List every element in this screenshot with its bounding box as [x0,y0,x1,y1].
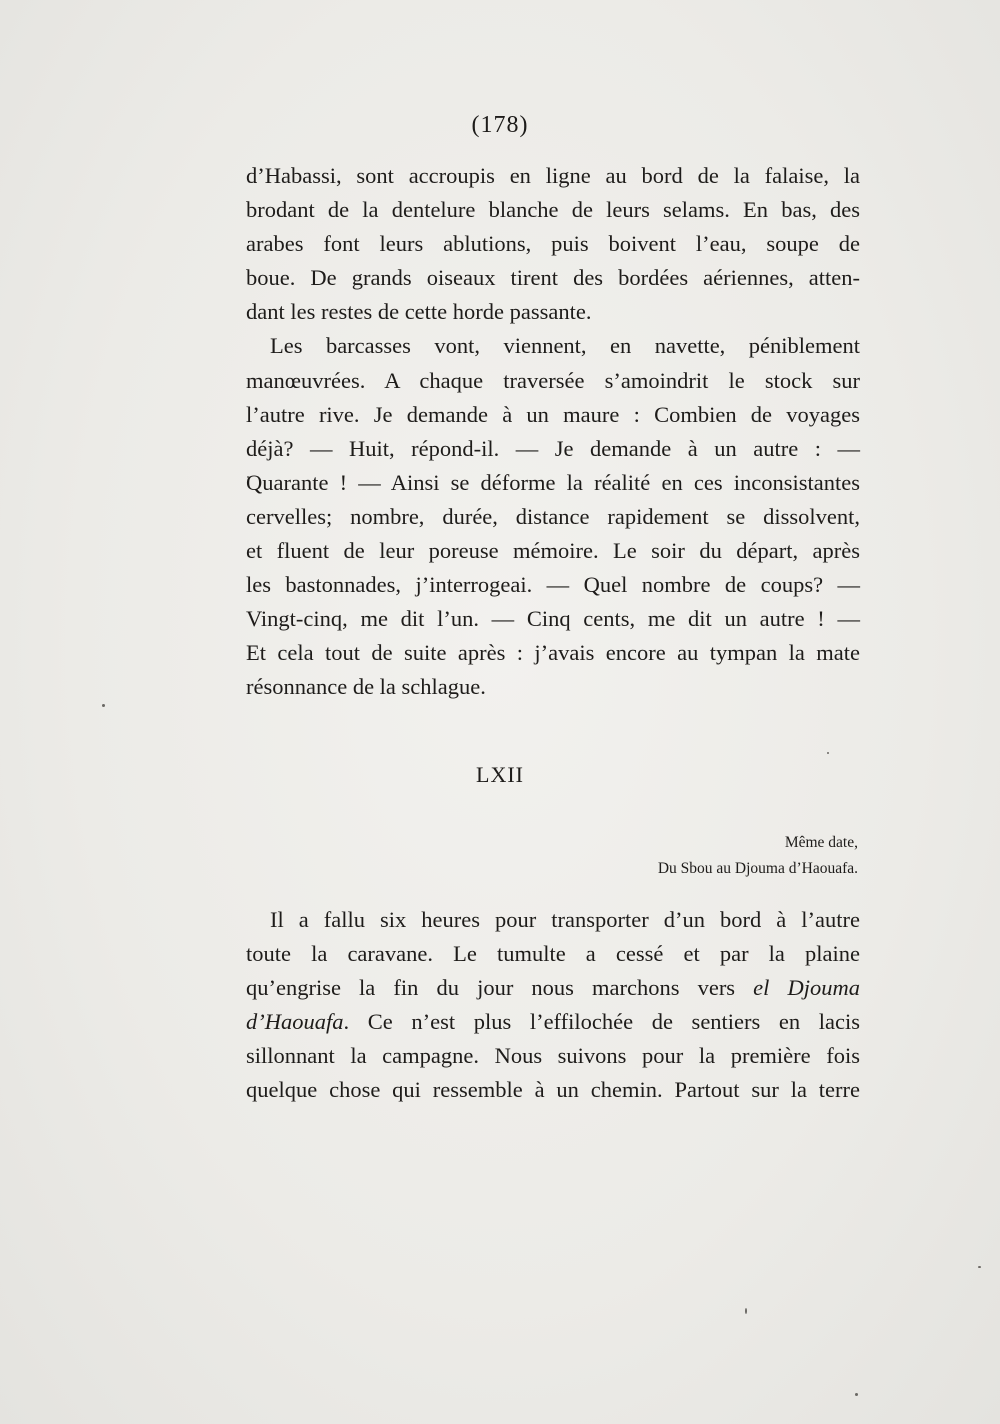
place-line: Du Sbou au Djouma d’Haouafa. [657,860,858,877]
text-line: Il a fallu six heures pour transporter d’un bord à l’autre [270,907,860,932]
italic-place-name: d’Haouafa [246,1009,344,1035]
text-line: les bastonnades, j’interrogeai. — Quel nombre de coups? — [246,572,860,598]
text-line: Les barcasses vont, viennent, en navette, péniblement [270,333,860,359]
text-line: toute la caravane. Le tumulte a cessé et par la plaine [246,941,860,967]
text-line-mixed [246,971,860,1005]
chapter-heading: LXII [476,762,524,787]
text-line: résonnance de la schlague. [246,674,486,700]
paragraph-2 [246,329,860,704]
text-line: quelque chose qui ressemble à un chemin. Partout sur la terre [246,1077,860,1103]
italic-place-name: el Djouma [753,975,860,1001]
text-block-bottom [246,903,860,1108]
text-run: . Ce n’est plus l’effilochée de sentiers en lacis [343,1009,860,1035]
paragraph-3 [246,903,860,1108]
paragraph-1 [246,159,860,329]
text-line: boue. De grands oiseaux tirent des bordées aériennes, atten- [246,265,860,291]
text-line-mixed [246,1005,860,1039]
text-line: Et cela tout de suite après : j’avais encore au tympan la mate [246,640,860,666]
text-line: déjà? — Huit, répond-il. — Je demande à un autre : — [246,435,860,461]
text-line: l’autre rive. Je demande à un maure : Combien de voyages [246,401,860,427]
date-line: Même date, [784,834,858,851]
text-line: d’Habassi, sont accroupis en ligne au bord de la falaise, la [246,163,860,188]
chapter-dateline [658,830,858,882]
text-line: brodant de la dentelure blanche de leurs selams. En bas, des [246,197,860,223]
text-line: Vingt-cinq, me dit l’un. — Cinq cents, me dit un autre ! — [246,606,860,632]
text-line: dant les restes de cette horde passante. [246,299,592,325]
text-line: cervelles; nombre, durée, distance rapidement se dissolvent, [246,503,860,529]
text-run: qu’engrise la fin du jour nous marchons vers [246,975,754,1001]
text-line: et fluent de leur poreuse mémoire. Le soir du départ, après [246,538,860,564]
text-block-top [246,159,860,705]
text-line: Quarante ! — Ainsi se déforme la réalité en ces inconsistantes [246,469,860,495]
text-line: arabes font leurs ablutions, puis boivent l’eau, soupe de [246,231,860,257]
text-line: manœuvrées. A chaque traversée s’amoindrit le stock sur [246,367,860,393]
text-line: sillonnant la campagne. Nous suivons pour la première fois [246,1043,860,1069]
page-number: (178) [471,112,529,138]
